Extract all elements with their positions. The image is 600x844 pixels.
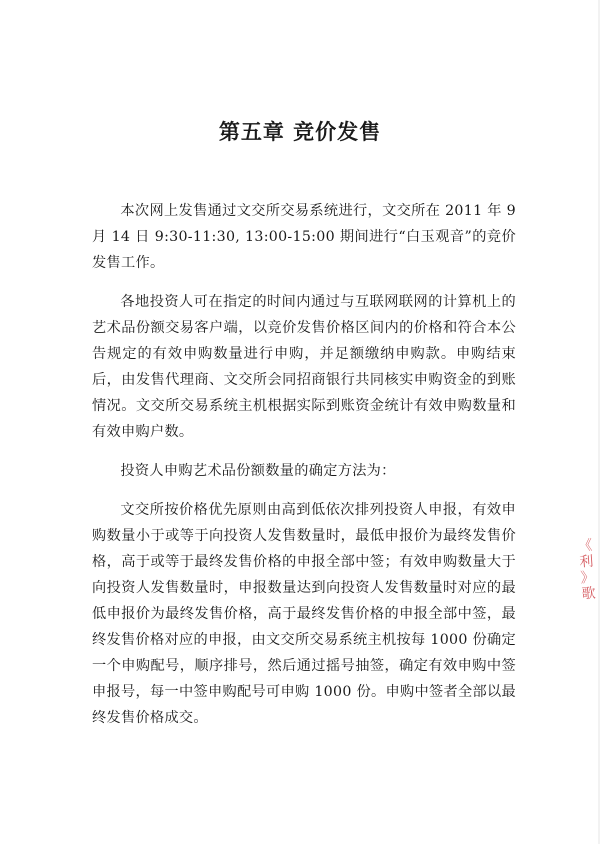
- seal-char: 》: [580, 569, 596, 587]
- seal-char: 利: [578, 553, 595, 571]
- paragraph-1: 本次网上发售通过文交所交易系统进行，文交所在 2011 年 9 月 14 日 9:30-11:30, 13:00-15:00 期间进行“白玉观音”的竞价发售工作。: [92, 203, 516, 271]
- red-seal-mark: [578, 538, 600, 659]
- paragraph-3: 投资人申购艺术品份额数量的确定方法为：: [120, 463, 396, 479]
- seal-char: 《: [577, 537, 593, 555]
- seal-char: 歌: [581, 585, 597, 603]
- document-body: [92, 198, 516, 744]
- paragraph-4: 文交所按价格优先原则由高到低依次排列投资人申报，有效申购数量小于或等于向投资人发售数量时，最低申报价为最终发售价格，高于或等于最终发售价格的申报全部中签；有效申购数量大于向投资人发售数量时，申报数量达到向投资人发售数量时对应的最低申报价为最终发售价格，高于最终发售价格的申报全部中签，最终发售价格对应的申报，由文交所交易系统主机按每 1000 份确定一个申购配号，顺序排号，然后通过摇号抽签，确定有效申购中签申报号，每一中签申购配号可申购 1000 份。申购中签者全部以最终发售价格成交。: [92, 502, 516, 726]
- paragraph-2: 各地投资人可在指定的时间内通过与互联网联网的计算机上的艺术品份额交易客户端，以竞价发售价格区间内的价格和符合本公告规定的有效申购数量进行申购，并足额缴纳申购款。申购结束后，由发售代理商、文交所会同招商银行共同核实申购资金的到账情况。文交所交易系统主机根据实际到账资金统计有效申购数量和有效申购户数。: [92, 294, 516, 440]
- page-title: 第五章 竞价发售: [218, 120, 382, 144]
